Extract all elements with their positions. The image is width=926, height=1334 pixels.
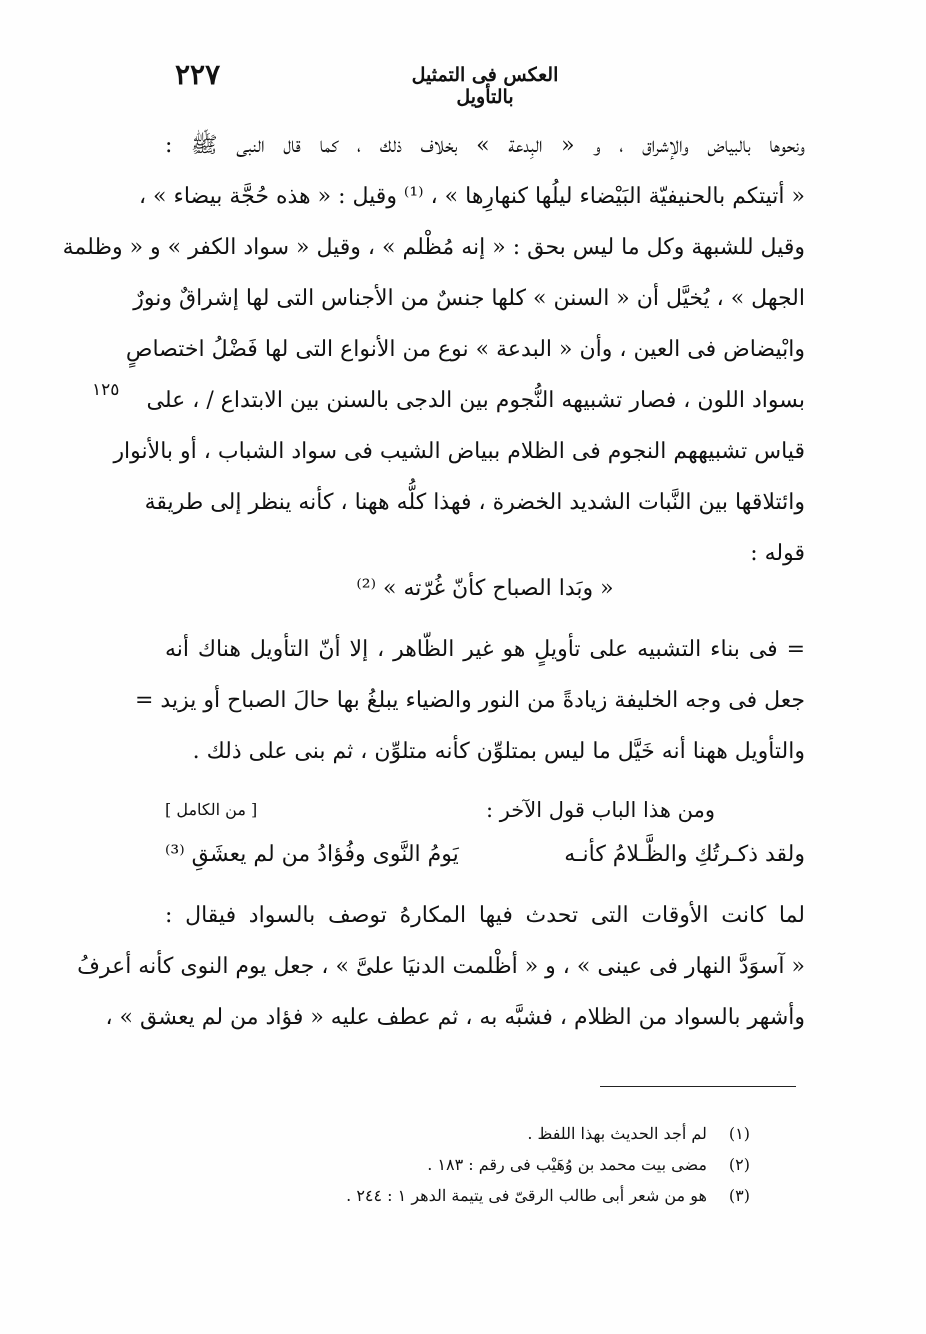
text-line: الجهل » ، يُخيَّل أن « السنن » كلها جنسٌ من الأجناس التى لها إشراقٌ ونورٌ <box>133 286 805 311</box>
footnote-1 <box>290 1118 750 1149</box>
footnote-3 <box>290 1180 750 1211</box>
footnote-text: مضى بيت محمد بن وُهَيْب فى رقم : ١٨٣ . <box>427 1155 707 1174</box>
text-line: قوله : <box>750 541 805 566</box>
paragraph-3 <box>77 890 805 1043</box>
verse-line <box>165 832 805 878</box>
verse-meter-label: [ من الكامل ] <box>165 800 258 819</box>
footnote-number: (٣) <box>728 1186 750 1205</box>
text-line: وقيل للشبهة وكل ما ليس بحق : « إنه مُظْلم » ، وقيل « سواد الكفر » و « وظلمة <box>62 235 805 260</box>
text-line: بسواد اللون ، فصار تشبيهه النُّجوم بين الدجى بالسنن بين الابتداع / ، على <box>146 388 805 413</box>
page-number: ٢٢٧ <box>175 58 221 91</box>
footnote-number: (١) <box>728 1124 750 1143</box>
footnote-2 <box>290 1149 750 1180</box>
text-line: « آسوَدَّ النهار فى عينى » ، و « أظْلمت الدنيَا علىَّ » ، جعل يوم النوى كأنه أعرفُ <box>77 954 805 979</box>
text-line: = فى بناء التشبيه على تأويلٍ هو غير الظّاهر ، إلا أنّ التأويل هناك أنه <box>165 637 805 662</box>
text-line: ونحوها بالبياض والإشراق ، و « البِدعة » بخلاف ذلك ، كما قال النبى ﷺ : <box>165 133 805 158</box>
text-line: « أتيتكم بالحنيفيّة البَيْضاء ليلُها كنهارِها » ، ⁽¹⁾ وقيل : « هذه حُجَّة بيضاء » ، <box>138 184 805 209</box>
verse-intro <box>165 790 805 830</box>
footnotes <box>290 1118 750 1211</box>
footnote-text: هو من شعر أبى طالب الرقىّ فى يتيمة الدهر ١ : ٢٤٤ . <box>346 1186 707 1205</box>
text-line: والتأويل ههنا أنه خَيَّل ما ليس بمتلوِّن كأنه متلوِّن ، ثم بنى على ذلك . <box>192 739 805 764</box>
quoted-hemistich: « وبَدا الصباح كأنّ غُرّته » ⁽²⁾ <box>356 576 614 601</box>
text-line: وائتلاقها بين النَّبات الشديد الخضرة ، فهذا كلُّه ههنا ، كأنه ينظر إلى طريقة <box>144 490 805 515</box>
text-line: وابْيضاض فى العين ، وأن « البدعة » نوع من الأنواع التى لها فَضْلُ اختصاصٍ <box>125 337 805 362</box>
margin-reference-number: ١٢٥ <box>92 380 120 400</box>
running-head <box>175 58 795 108</box>
chapter-title: العكس فى التمثيل بالتأويل <box>411 64 559 108</box>
text-line: قياس تشبيههم النجوم فى الظلام ببياض الشيب فى سواد الشباب ، أو بالأنوار <box>113 439 805 464</box>
text-line: لما كانت الأوقات التى تحدث فيها المكارهُ توصف بالسواد فيقال : <box>165 903 805 928</box>
verse-second-hemistich: يَومُ النَّوى وفُؤادُ من لم يعشَقِ ⁽³⁾ <box>165 842 459 867</box>
text-line: جعل فى وجه الخليفة زيادةً من النور والضياء يبلغُ بها حالَ الصباح أو يزيد = <box>134 688 805 713</box>
text-line: وأشهر بالسواد من الظلام ، فشبَّه به ، ثم عطف عليه « فؤاد من لم يعشق » ، <box>105 1005 805 1030</box>
verse-intro-text: ومن هذا الباب قول الآخر : <box>485 798 715 822</box>
footnote-divider <box>600 1086 796 1087</box>
footnote-number: (٢) <box>728 1155 750 1174</box>
footnote-text: لم أجد الحديث بهذا اللفظ . <box>527 1124 707 1143</box>
paragraph-2 <box>134 624 805 777</box>
verse-first-hemistich: ولقد ذكـرتُكِ والظَّـلامُ كأنـه <box>564 842 805 867</box>
